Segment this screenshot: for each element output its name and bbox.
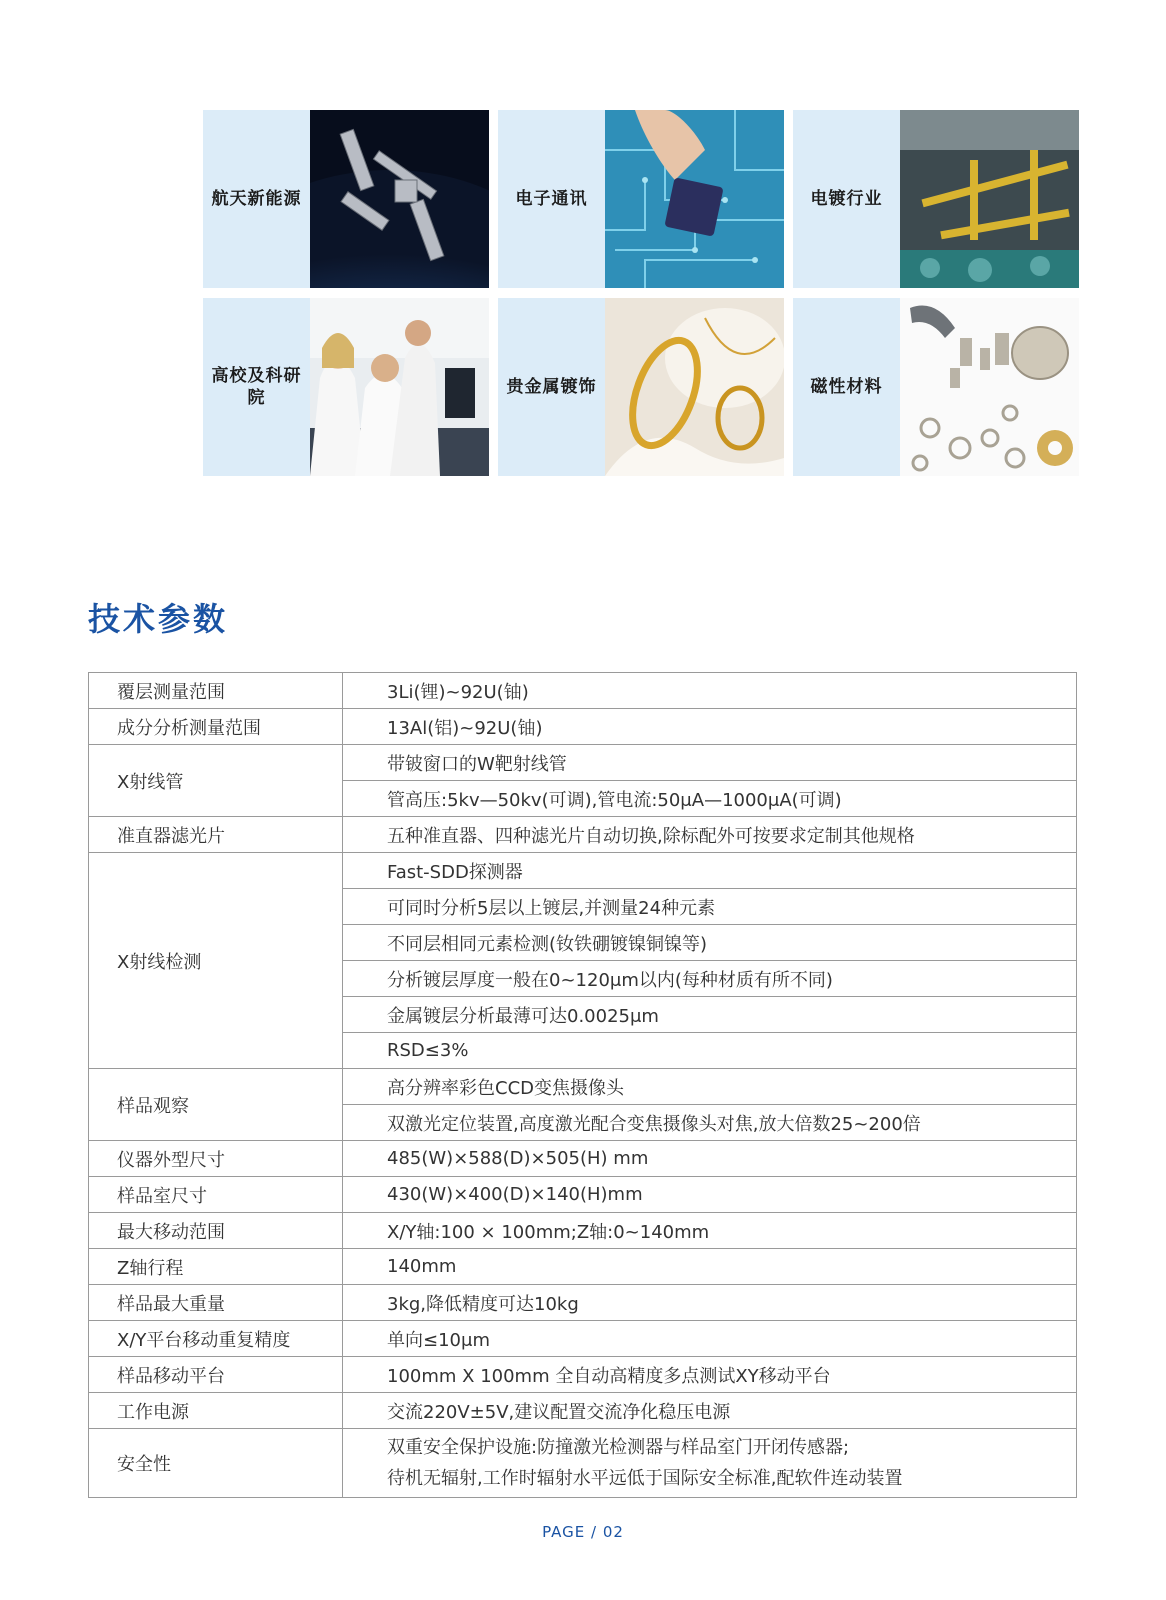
table-row	[89, 1285, 1077, 1321]
lab-researchers-image	[310, 298, 489, 476]
table-row	[89, 1213, 1077, 1249]
spec-value: 单向≤10μm	[343, 1321, 1077, 1357]
application-tiles	[203, 110, 1079, 476]
spec-value: 带铍窗口的W靶射线管	[343, 745, 1077, 781]
table-row	[89, 1321, 1077, 1357]
spec-value: 高分辨率彩色CCD变焦摄像头	[343, 1069, 1077, 1105]
spec-key: X射线检测	[89, 853, 343, 1069]
table-row	[89, 817, 1077, 853]
tile-plating	[793, 110, 1079, 288]
tile-aerospace	[203, 110, 489, 288]
spec-key: 准直器滤光片	[89, 817, 343, 853]
spec-key: 样品最大重量	[89, 1285, 343, 1321]
spec-value: RSD≤3%	[343, 1033, 1077, 1069]
table-row	[89, 1069, 1077, 1105]
space-station-image	[310, 110, 489, 288]
spec-value: 管高压:5kv—50kv(可调),管电流:50μA—1000μA(可调)	[343, 781, 1077, 817]
spec-key: X/Y平台移动重复精度	[89, 1321, 343, 1357]
spec-value: 13Al(铝)~92U(铀)	[343, 709, 1077, 745]
tile-electronics	[498, 110, 784, 288]
tile-label: 贵金属镀饰	[506, 377, 597, 397]
spec-value: 双激光定位装置,高度激光配合变焦摄像头对焦,放大倍数25~200倍	[343, 1105, 1077, 1141]
tile-label: 高校及科研院	[211, 366, 302, 408]
spec-value: 100mm X 100mm 全自动高精度多点测试XY移动平台	[343, 1357, 1077, 1393]
plating-line-image	[900, 110, 1079, 288]
gold-jewelry-image	[605, 298, 784, 476]
table-row	[89, 1429, 1077, 1498]
spec-key: Z轴行程	[89, 1249, 343, 1285]
tile-magnets	[793, 298, 1079, 476]
spec-key: X射线管	[89, 745, 343, 817]
table-row	[89, 1141, 1077, 1177]
spec-value-line: 待机无辐射,工作时辐射水平远低于国际安全标准,配软件连动装置	[387, 1468, 903, 1489]
spec-key: 覆层测量范围	[89, 673, 343, 709]
spec-key: 仪器外型尺寸	[89, 1141, 343, 1177]
table-row	[89, 1357, 1077, 1393]
tile-label: 电子通讯	[515, 189, 588, 209]
tile-label: 航天新能源	[211, 189, 302, 209]
spec-key: 成分分析测量范围	[89, 709, 343, 745]
spec-key: 最大移动范围	[89, 1213, 343, 1249]
table-row	[89, 1177, 1077, 1213]
spec-value: Fast-SDD探测器	[343, 853, 1077, 889]
spec-value	[343, 1429, 1077, 1498]
spec-value: 五种准直器、四种滤光片自动切换,除标配外可按要求定制其他规格	[343, 817, 1077, 853]
spec-key: 安全性	[89, 1429, 343, 1498]
spec-value-line: 双重安全保护设施:防撞激光检测器与样品室门开闭传感器;	[387, 1437, 850, 1458]
page-number: PAGE / 02	[542, 1523, 624, 1541]
spec-value: 金属镀层分析最薄可达0.0025μm	[343, 997, 1077, 1033]
table-row	[89, 1249, 1077, 1285]
tile-label: 电镀行业	[810, 189, 883, 209]
spec-value: 不同层相同元素检测(钕铁硼镀镍铜镍等)	[343, 925, 1077, 961]
tile-research	[203, 298, 489, 476]
spec-key: 样品室尺寸	[89, 1177, 343, 1213]
spec-value: 485(W)×588(D)×505(H) mm	[343, 1141, 1077, 1177]
table-row	[89, 709, 1077, 745]
spec-value: 交流220V±5V,建议配置交流净化稳压电源	[343, 1393, 1077, 1429]
chip-pcb-image	[605, 110, 784, 288]
spec-value: 3kg,降低精度可达10kg	[343, 1285, 1077, 1321]
tile-jewelry	[498, 298, 784, 476]
spec-value: X/Y轴:100 × 100mm;Z轴:0~140mm	[343, 1213, 1077, 1249]
spec-value: 可同时分析5层以上镀层,并测量24种元素	[343, 889, 1077, 925]
table-row	[89, 1393, 1077, 1429]
spec-value: 140mm	[343, 1249, 1077, 1285]
spec-value: 分析镀层厚度一般在0~120μm以内(每种材质有所不同)	[343, 961, 1077, 997]
spec-key: 样品观察	[89, 1069, 343, 1141]
table-row	[89, 853, 1077, 889]
magnets-image	[900, 298, 1079, 476]
table-row	[89, 745, 1077, 781]
spec-key: 样品移动平台	[89, 1357, 343, 1393]
tile-label: 磁性材料	[810, 377, 883, 397]
section-title: 技术参数	[88, 600, 229, 638]
spec-key: 工作电源	[89, 1393, 343, 1429]
table-row	[89, 673, 1077, 709]
spec-table	[88, 672, 1077, 1498]
spec-value: 3Li(锂)~92U(铀)	[343, 673, 1077, 709]
spec-value: 430(W)×400(D)×140(H)mm	[343, 1177, 1077, 1213]
